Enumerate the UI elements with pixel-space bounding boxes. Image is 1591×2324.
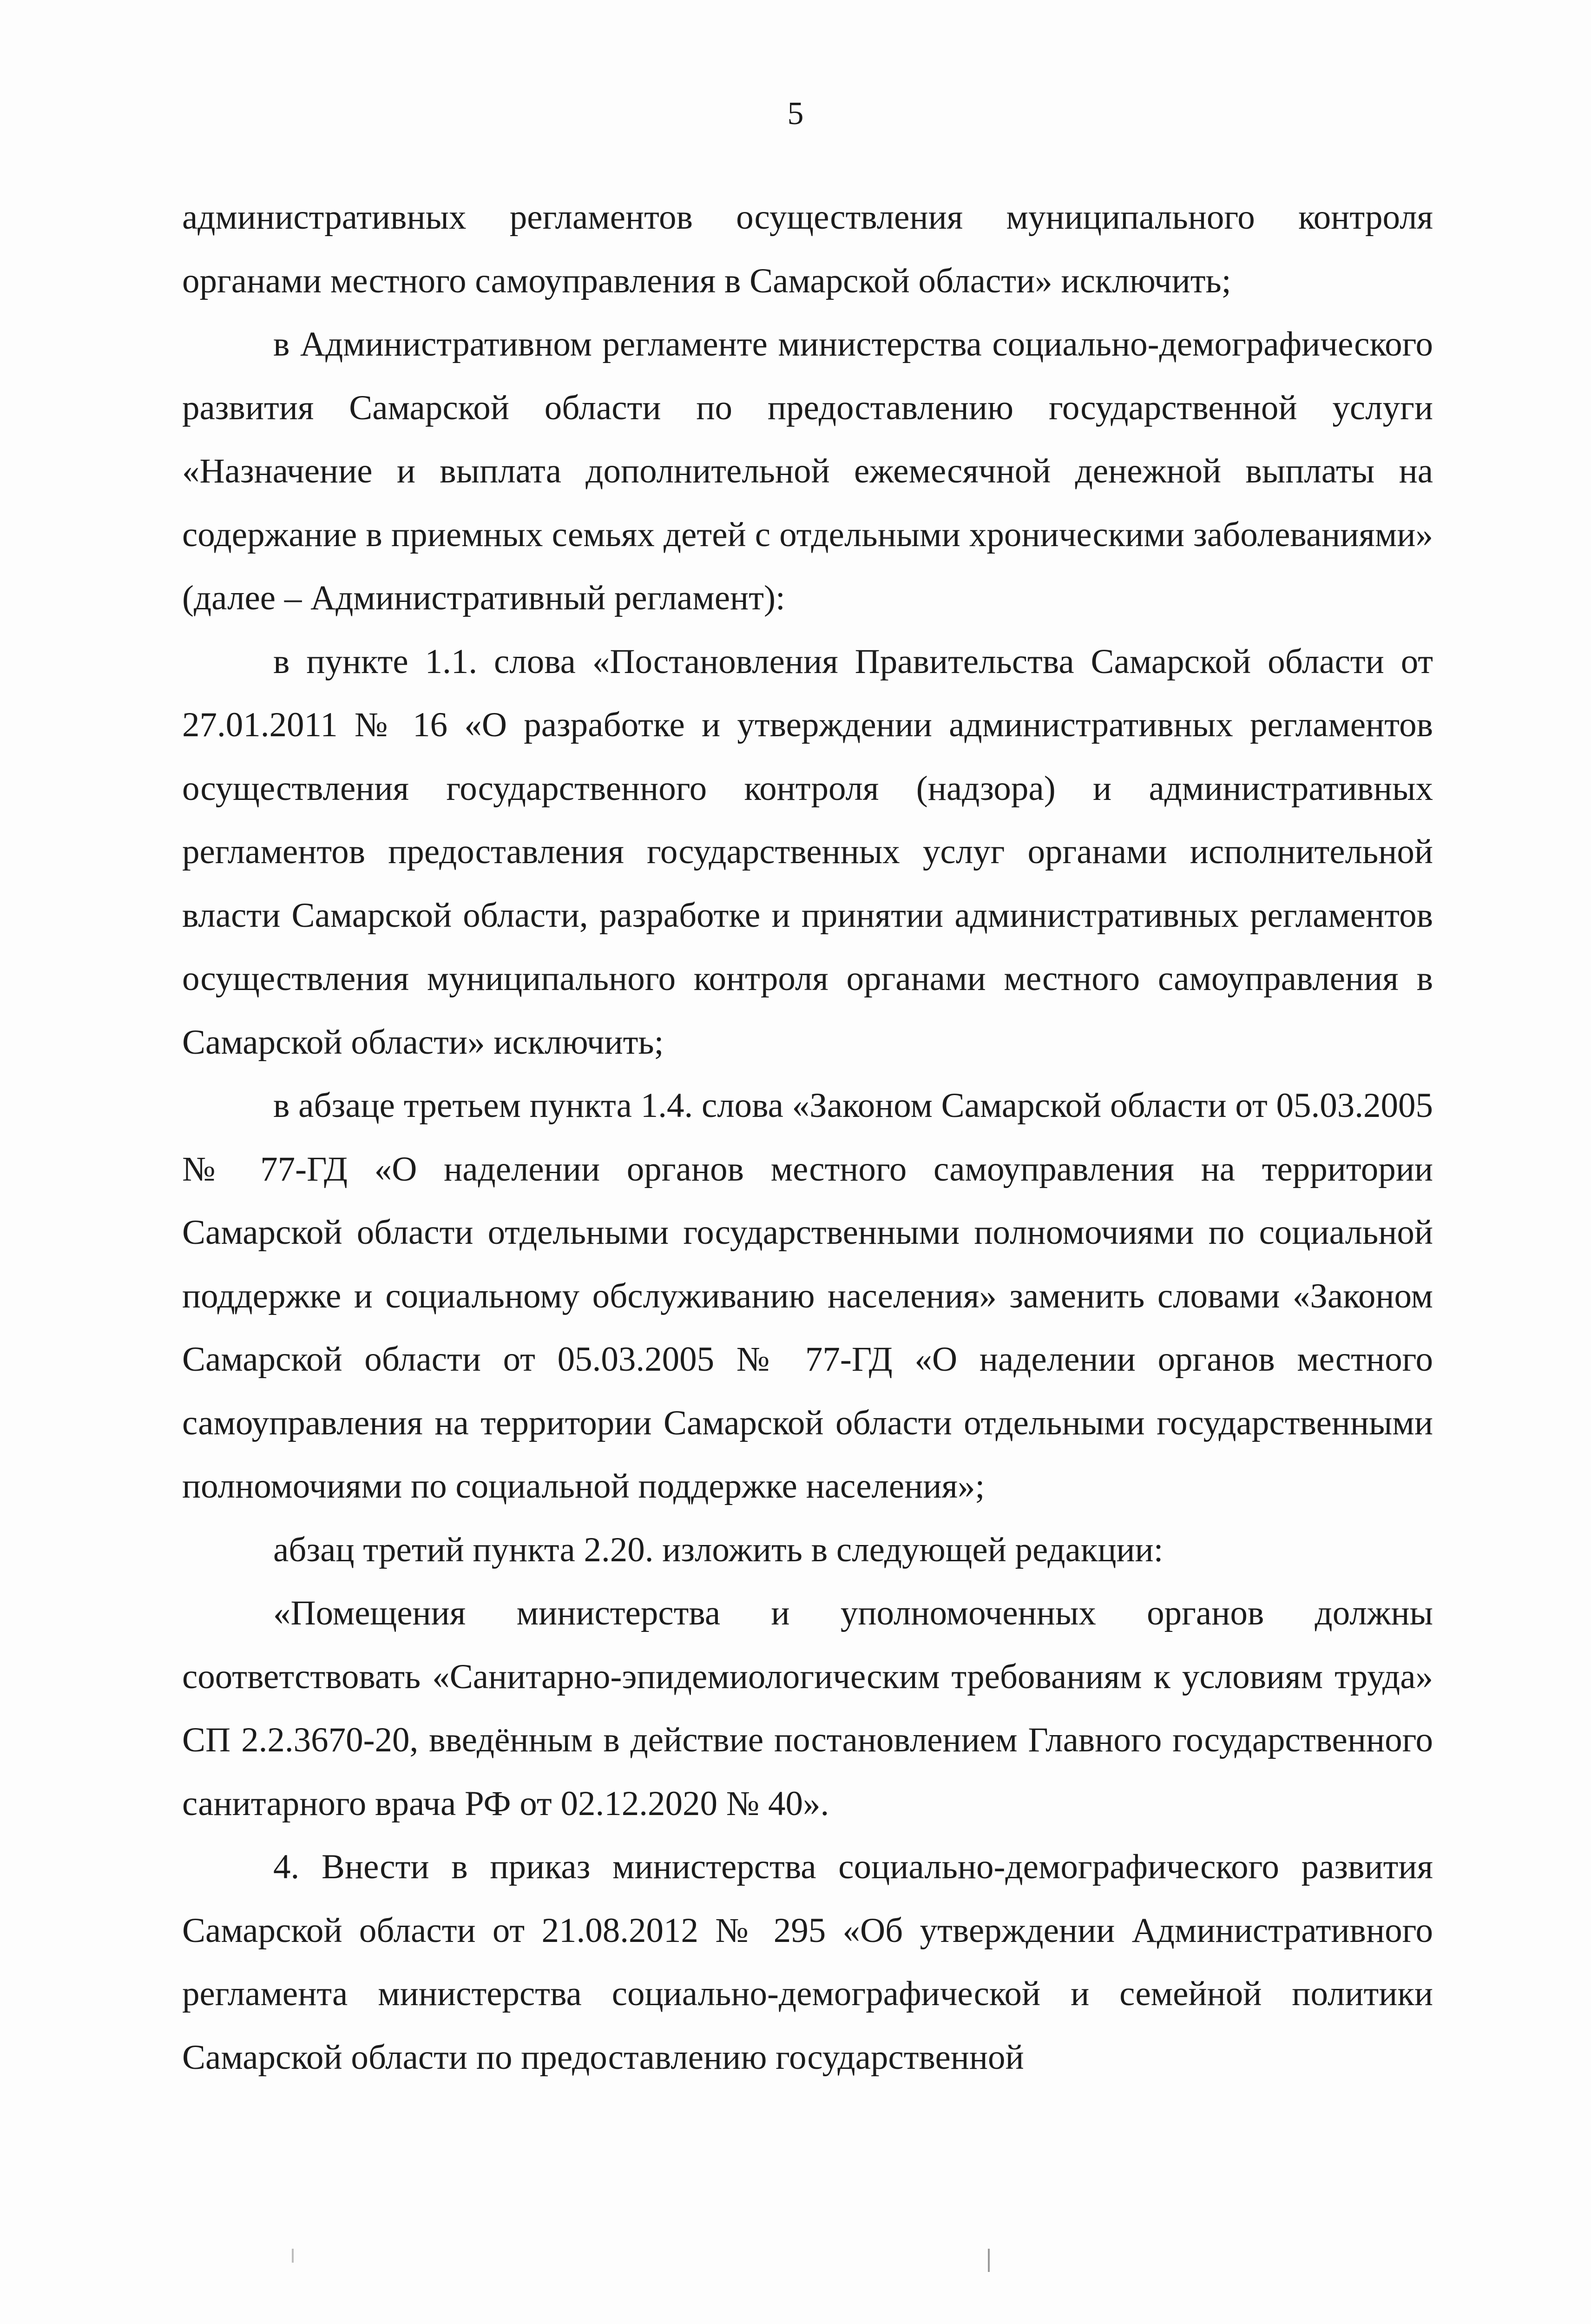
paragraph-item-1-1: в пункте 1.1. слова «Постановления Правительства Самарской области от 27.01.2011 № 16 «О разработке и утверждении административных регламентов осуществления государственного контроля (надзора) и административных регламентов предоставления государственных услуг органами исполнительной власти Самарской области, разработке и принятии административных регламентов осуществления муниципального контроля органами местного самоуправления в Самарской области» исключить; — [182, 642, 1433, 1062]
paragraph-item-4: 4. Внести в приказ министерства социально-демографического развития Самарской области от 21.08.2012 № 295 «Об утверждении Административного регламента министерства социально-демографической и семейной политики Самарской области по предоставлению государственной — [182, 1848, 1433, 2077]
scan-mark-center — [988, 2249, 990, 2272]
paragraph-continuation: административных регламентов осуществления муниципального контроля органами местного самоуправления в Самарской области» исключить; — [182, 198, 1433, 300]
paragraph-item-2-20-text: «Помещения министерства и уполномоченных органов должны соответствовать «Санитарно-эпидемиологическим требованиям к условиям труда» СП 2.2.3670-20, введённым в действие постановлением Главного государственного санитарного врача РФ от 02.12.2020 № 40». — [182, 1594, 1433, 1823]
page-number: 5 — [787, 96, 804, 132]
paragraph-item-1-4: в абзаце третьем пункта 1.4. слова «Законом Самарской области от 05.03.2005 № 77-ГД «О наделении органов местного самоуправления на территории Самарской области отдельными государственными полномочиями по социальной поддержке и социальному обслуживанию населения» заменить словами «Законом Самарской области от 05.03.2005 № 77-ГД «О наделении органов местного самоуправления на территории Самарской области отдельными государственными полномочиями по социальной поддержке населения»; — [182, 1086, 1433, 1505]
paragraph-admin-regulation: в Административном регламенте министерства социально-демографического развития Самарской области по предоставлению государственной услуги «Назначение и выплата дополнительной ежемесячной денежной выплаты на содержание в приемных семьях детей с отдельными хроническими заболеваниями» (далее – Административный регламент): — [182, 325, 1433, 617]
document-body — [182, 186, 1433, 2089]
paragraph-item-2-20-intro: абзац третий пункта 2.20. изложить в следующей редакции: — [273, 1530, 1164, 1569]
scan-mark-left — [292, 2249, 294, 2263]
